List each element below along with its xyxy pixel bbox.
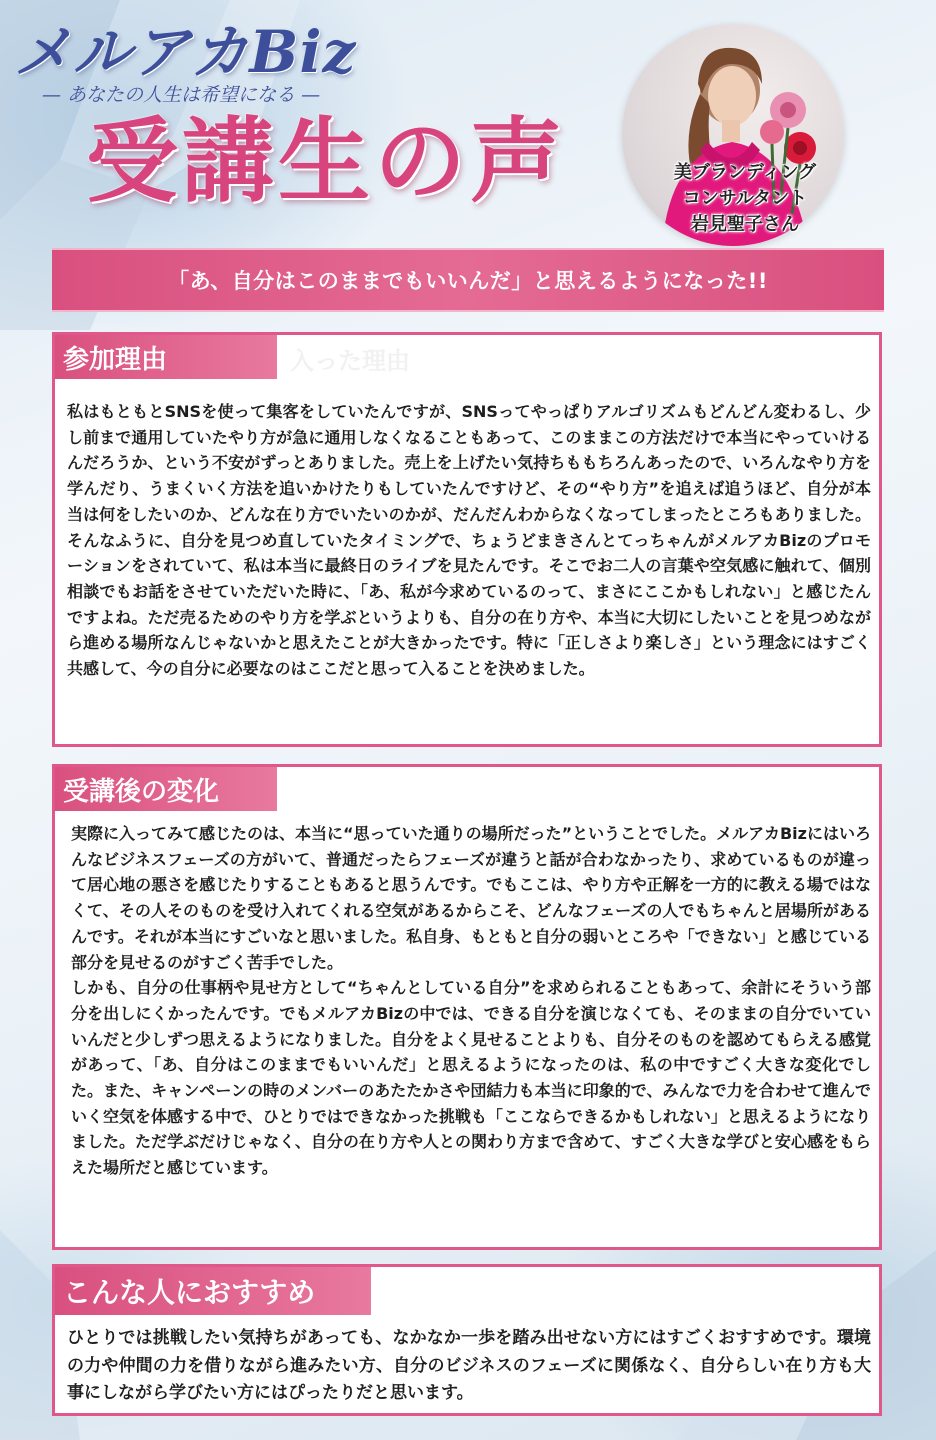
logo xyxy=(14,20,374,107)
section-body xyxy=(67,1325,871,1408)
logo-text: メルアカBiz xyxy=(14,18,357,86)
section-heading-text: 受講後の変化 xyxy=(63,776,220,807)
section-ghost-heading: 入った理由 xyxy=(290,347,410,375)
section-heading-text: 参加理由 xyxy=(63,344,168,375)
section-body xyxy=(71,821,871,1181)
section-reason xyxy=(52,332,882,747)
section-heading xyxy=(55,1267,371,1315)
section-paragraph: ひとりでは挑戦したい気持ちがあっても、なかなか一歩を踏み出せない方にはすごくおすすめです。環境の力や仲間の力を借りながら進みたい方、自分のビジネスのフェーズに関係なく、自分らしい在り方も大事にしながら学びたい方にはぴったりだと思います。 xyxy=(67,1328,871,1403)
section-change xyxy=(52,764,882,1250)
person-name: 岩見聖子さん xyxy=(691,214,799,235)
logo-tagline: — あなたの人生は希望になる — xyxy=(42,84,321,106)
person-title-line2: コンサルタント xyxy=(682,188,808,209)
catchphrase-banner xyxy=(52,248,884,312)
page-title: 受講生の声 xyxy=(86,107,567,215)
person-title-line1: 美ブランディング xyxy=(673,162,817,183)
section-heading xyxy=(55,335,277,379)
section-heading-text: こんな人におすすめ xyxy=(63,1276,316,1309)
section-paragraph: 実際に入ってみて感じたのは、本当に“思っていた通りの場所だった”ということでした。メルアカBizにはいろんなビジネスフェーズの方がいて、普通だったらフェーズが違うと話が合わなかったり、求めているものが違って居心地の悪さを感じたりすることもあると思うんです。でもここは、やり方や正解を一方的に教える場ではなくて、その人そのものを受け入れてくれる空気があるからこそ、どんなフェーズの人でもちゃんと居場所があるんです。それが本当にすごいなと思いました。私自身、もともと自分の弱いところや「できない」と感じている部分を見せるのがすごく苦手でした。 xyxy=(71,824,871,972)
section-body xyxy=(67,399,871,682)
section-paragraph: 私はもともとSNSを使って集客をしていたんですが、SNSってやっぱりアルゴリズムもどんどん変わるし、少し前まで通用していたやり方が急に通用しなくなることもあって、このままこの方法だけで本当にやっていけるんだろうか、という不安がずっとありました。売上を上げたい気持ちももちろんあったので、いろんなやり方を学んだり、うまくいく方法を追いかけたりもしていたんですけど、その“やり方”を追えば追うほど、自分が本当は何をしたいのか、どんな在り方でいたいのかが、だんだんわからなくなってしまったところもありました。そんなふうに、自分を見つめ直していたタイミングで、ちょうどまきさんとてっちゃんがメルアカBizのプロモーションをされていて、私は本当に最終日のライブを見たんです。そこでお二人の言葉や空気感に触れて、個別相談でもお話をさせていただいた時に、「あ、私が今求めているのって、まさにここかもしれない」と感じたんですよね。ただ売るためのやり方を学ぶというよりも、自分の在り方や、本当に大切にしたいことを見つめながら進める場所なんじゃないかと思えたことが大きかったです。特に「正しさより楽しさ」という理念にはすごく共感して、今の自分に必要なのはここだと思って入ることを決めました。 xyxy=(67,402,871,679)
section-recommend xyxy=(52,1264,882,1416)
catchphrase-text: 「あ、自分はこのままでもいいんだ」と思えるようになった!! xyxy=(168,269,768,293)
section-paragraph: しかも、自分の仕事柄や見せ方として“ちゃんとしている自分”を求められることもあって、余計にそういう部分を出しにくかったんです。でもメルアカBizの中では、できる自分を演じなくても、そのままの自分でいていいんだと少しずつ思えるようになりました。自分をよく見せることよりも、自分そのものを認めてもらえる感覚があって、「あ、自分はこのままでもいいんだ」と思えるようになったのは、私の中ですごく大きな変化でした。また、キャンペーンの時のメンバーのあたたかさや団結力も本当に印象的で、みんなで力を合わせて進んでいく空気を体感する中で、ひとりではできなかった挑戦も「ここならできるかもしれない」と思えるようになりました。ただ学ぶだけじゃなく、自分の在り方や人との関わり方まで含めて、すごく大きな学びと安心感をもらえた場所だと感じています。 xyxy=(71,978,872,1178)
section-heading xyxy=(55,767,277,811)
person-caption xyxy=(640,160,850,238)
